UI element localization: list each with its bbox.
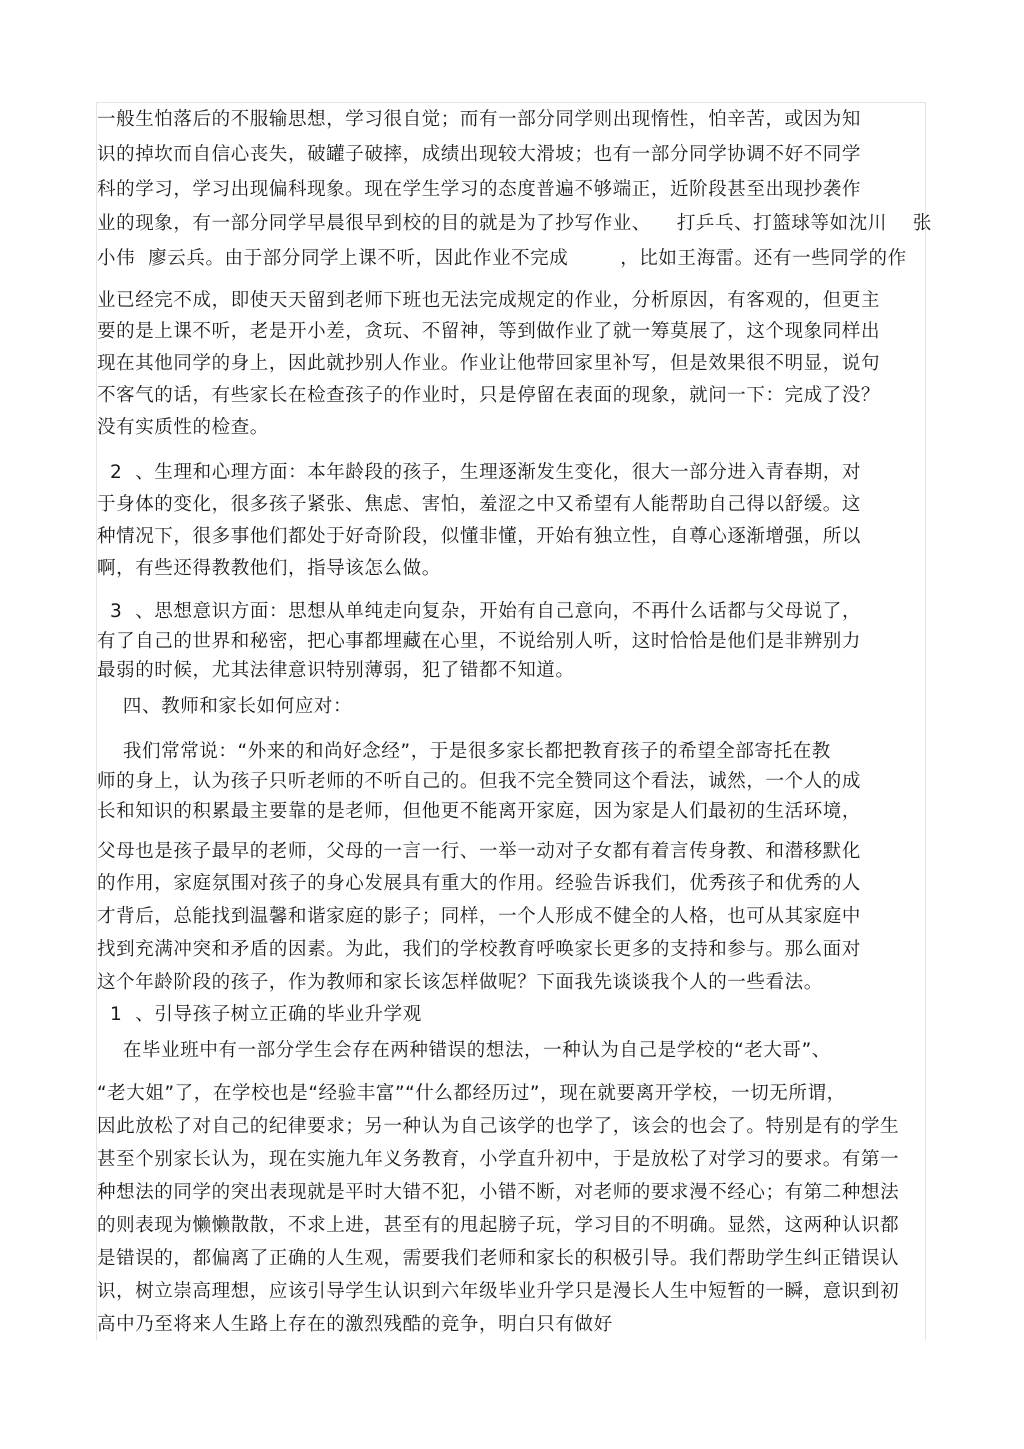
text-line: 在毕业班中有一部分学生会存在两种错误的想法，一种认为自己是学校的“老大哥”、 bbox=[97, 1040, 831, 1061]
text-line: 没有实质性的检查。 bbox=[97, 417, 269, 438]
text-line: 因此放松了对自己的纪律要求；另一种认为自己该学的也学了，该会的也会了。特别是有的学生 bbox=[97, 1116, 900, 1137]
text-line: 种情况下，很多事他们都处于好奇阶段，似懂非懂，开始有独立性，自尊心逐渐增强，所以 bbox=[97, 526, 862, 547]
text-line: 啊，有些还得教教他们，指导该怎么做。 bbox=[97, 558, 441, 579]
text-line: 这个年龄阶段的孩子，作为教师和家长该怎样做呢？下面我先谈谈我个人的一些看法。 bbox=[97, 972, 823, 993]
text-line: 找到充满冲突和矛盾的因素。为此，我们的学校教育呼唤家长更多的支持和参与。那么面对 bbox=[97, 939, 862, 960]
text-line: 我们常常说：“外来的和尚好念经”，于是很多家长都把教育孩子的希望全部寄托在教 bbox=[97, 741, 831, 762]
text-line: 父母也是孩子最早的老师，父母的一言一行、一举一动对子女都有着言传身教、和潜移默化 bbox=[97, 841, 862, 862]
text-line: 科的学习，学习出现偏科现象。现在学生学习的态度普遍不够端正，近阶段甚至出现抄袭作 bbox=[97, 179, 862, 200]
text-line: 业已经完不成，即使天天留到老师下班也无法完成规定的作业，分析原因，有客观的，但更主 bbox=[97, 290, 881, 311]
text-line: 一般生怕落后的不服输思想，学习很自觉；而有一部分同学则出现惰性，怕辛苦，或因为知 bbox=[97, 109, 862, 130]
section-heading: 四、教师和家长如何应对： bbox=[97, 696, 353, 717]
text-line: 于身体的变化，很多孩子紧张、焦虑、害怕，羞涩之中又希望有人能帮助自己得以舒缓。这 bbox=[97, 494, 862, 515]
subsection-heading: 1 、引导孩子树立正确的毕业升学观 bbox=[97, 1004, 422, 1025]
text-line: 小伟 廖云兵。由于部分同学上课不听，因此作业不完成 ，比如王海雷。还有一些同学的作 bbox=[97, 248, 907, 269]
text-line: 才背后，总能找到温馨和谐家庭的影子；同样，一个人形成不健全的人格，也可从其家庭中 bbox=[97, 906, 862, 927]
text-line: 2 、生理和心理方面：本年龄段的孩子，生理逐渐发生变化，很大一部分进入青春期，对 bbox=[97, 462, 862, 483]
text-line: “老大姐”了，在学校也是“经验丰富”“什么都经历过”，现在就要离开学校，一切无所谓， bbox=[97, 1083, 846, 1104]
text-line: 甚至个别家长认为，现在实施九年义务教育，小学直升初中，于是放松了对学习的要求。有第一 bbox=[97, 1149, 900, 1170]
text-line: 识，树立崇高理想，应该引导学生认识到六年级毕业升学只是漫长人生中短暂的一瞬，意识到初 bbox=[97, 1281, 900, 1302]
text-line: 师的身上，认为孩子只听老师的不听自己的。但我不完全赞同这个看法，诚然，一个人的成 bbox=[97, 771, 862, 792]
text-line: 是错误的，都偏离了正确的人生观，需要我们老师和家长的积极引导。我们帮助学生纠正错误认 bbox=[97, 1248, 900, 1269]
text-line: 的则表现为懒懒散散，不求上进，甚至有的甩起膀子玩，学习目的不明确。显然，这两种认识都 bbox=[97, 1215, 900, 1236]
text-line: 要的是上课不听，老是开小差，贪玩、不留神，等到做作业了就一筹莫展了，这个现象同样出 bbox=[97, 321, 881, 342]
text-line: 3 、思想意识方面：思想从单纯走向复杂，开始有自己意向，不再什么话都与父母说了， bbox=[97, 601, 862, 622]
text-line: 不客气的话，有些家长在检查孩子的作业时，只是停留在表面的现象，就问一下：完成了没？ bbox=[97, 385, 881, 406]
text-line: 种想法的同学的突出表现就是平时大错不犯，小错不断，对老师的要求漫不经心；有第二种想法 bbox=[97, 1182, 900, 1203]
text-line: 高中乃至将来人生路上存在的激烈残酷的竞争，明白只有做好 bbox=[97, 1314, 613, 1335]
text-line: 的作用，家庭氛围对孩子的身心发展具有重大的作用。经验告诉我们，优秀孩子和优秀的人 bbox=[97, 873, 862, 894]
text-line: 现在其他同学的身上，因此就抄别人作业。作业让他带回家里补写，但是效果很不明显，说句 bbox=[97, 353, 881, 374]
text-line: 识的掉坎而自信心丧失，破罐子破摔，成绩出现较大滑坡；也有一部分同学协调不好不同学 bbox=[97, 144, 862, 165]
text-line: 有了自己的世界和秘密，把心事都埋藏在心里，不说给别人听，这时恰恰是他们是非辨别力 bbox=[97, 631, 862, 652]
text-line: 长和知识的积累最主要靠的是老师，但他更不能离开家庭，因为家是人们最初的生活环境， bbox=[97, 801, 862, 822]
text-line: 业的现象，有一部分同学早晨很早到校的目的就是为了抄写作业、 打乒乓、打篮球等如沈川 张 bbox=[97, 213, 932, 234]
text-line: 最弱的时候，尤其法律意识特别薄弱，犯了错都不知道。 bbox=[97, 660, 575, 681]
